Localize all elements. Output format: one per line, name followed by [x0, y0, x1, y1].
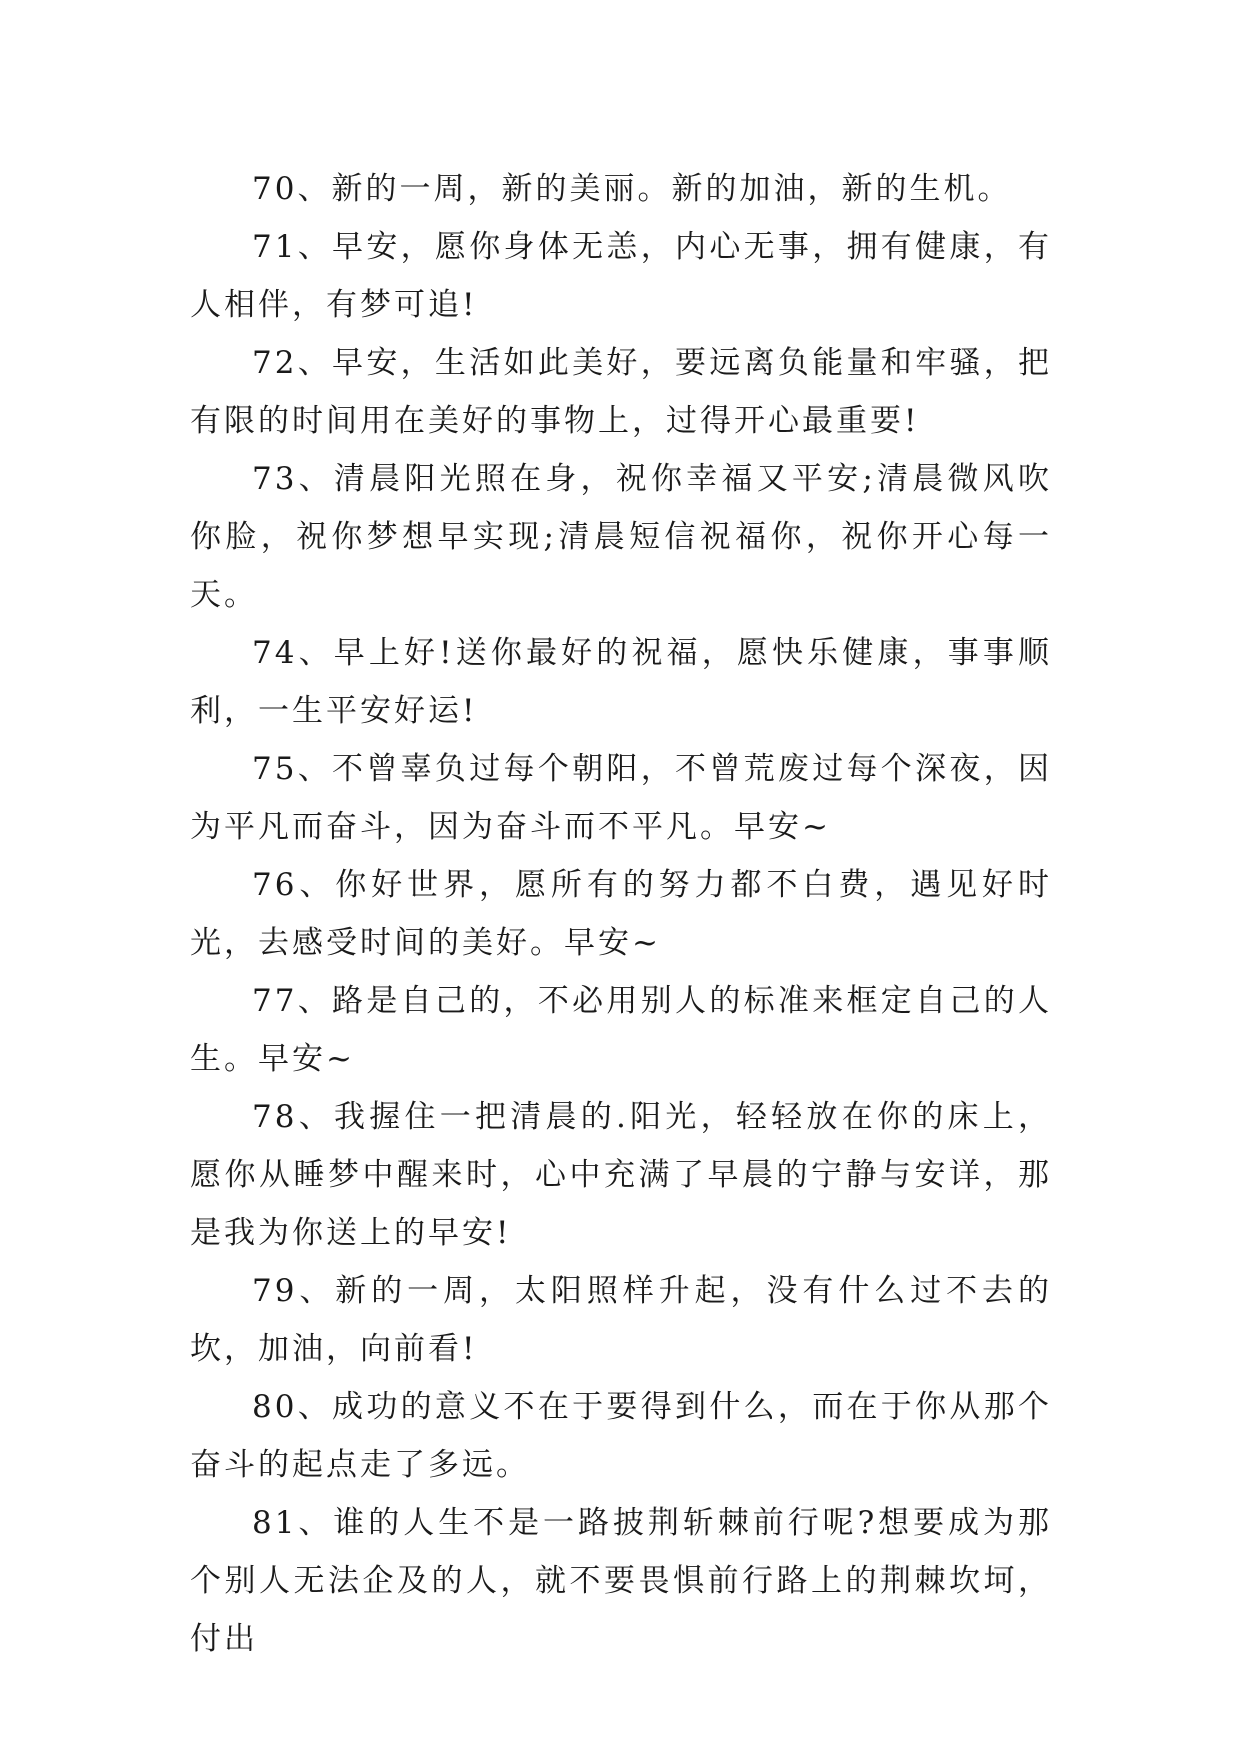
- paragraph-71: 71、早安，愿你身体无恙，内心无事，拥有健康，有人相伴，有梦可追!: [190, 229, 1052, 323]
- paragraph-77: 77、路是自己的，不必用别人的标准来框定自己的人生。早安~: [190, 983, 1052, 1077]
- paragraph-74: 74、早上好!送你最好的祝福，愿快乐健康，事事顺利，一生平安好运!: [190, 635, 1052, 729]
- paragraph-76: 76、你好世界，愿所有的努力都不白费，遇见好时光，去感受时间的美好。早安~: [190, 867, 1052, 961]
- paragraph-70: 70、新的一周，新的美丽。新的加油，新的生机。: [252, 171, 1012, 207]
- document-body: [190, 160, 1052, 1668]
- paragraph-81: 81、谁的人生不是一路披荆斩棘前行呢?想要成为那个别人无法企及的人，就不要畏惧前行路上的荆棘坎坷，付出: [190, 1505, 1052, 1657]
- paragraph-72: 72、早安，生活如此美好，要远离负能量和牢骚，把有限的时间用在美好的事物上，过得开心最重要!: [190, 345, 1052, 439]
- paragraph-79: 79、新的一周，太阳照样升起，没有什么过不去的坎，加油，向前看!: [190, 1273, 1052, 1367]
- paragraph-75: 75、不曾辜负过每个朝阳，不曾荒废过每个深夜，因为平凡而奋斗，因为奋斗而不平凡。早安~: [190, 751, 1052, 845]
- paragraph-73: 73、清晨阳光照在身，祝你幸福又平安;清晨微风吹你脸，祝你梦想早实现;清晨短信祝福你，祝你开心每一天。: [190, 461, 1052, 613]
- paragraph-78: 78、我握住一把清晨的.阳光，轻轻放在你的床上，愿你从睡梦中醒来时，心中充满了早晨的宁静与安详，那是我为你送上的早安!: [190, 1099, 1052, 1251]
- paragraph-80: 80、成功的意义不在于要得到什么，而在于你从那个奋斗的起点走了多远。: [190, 1389, 1052, 1483]
